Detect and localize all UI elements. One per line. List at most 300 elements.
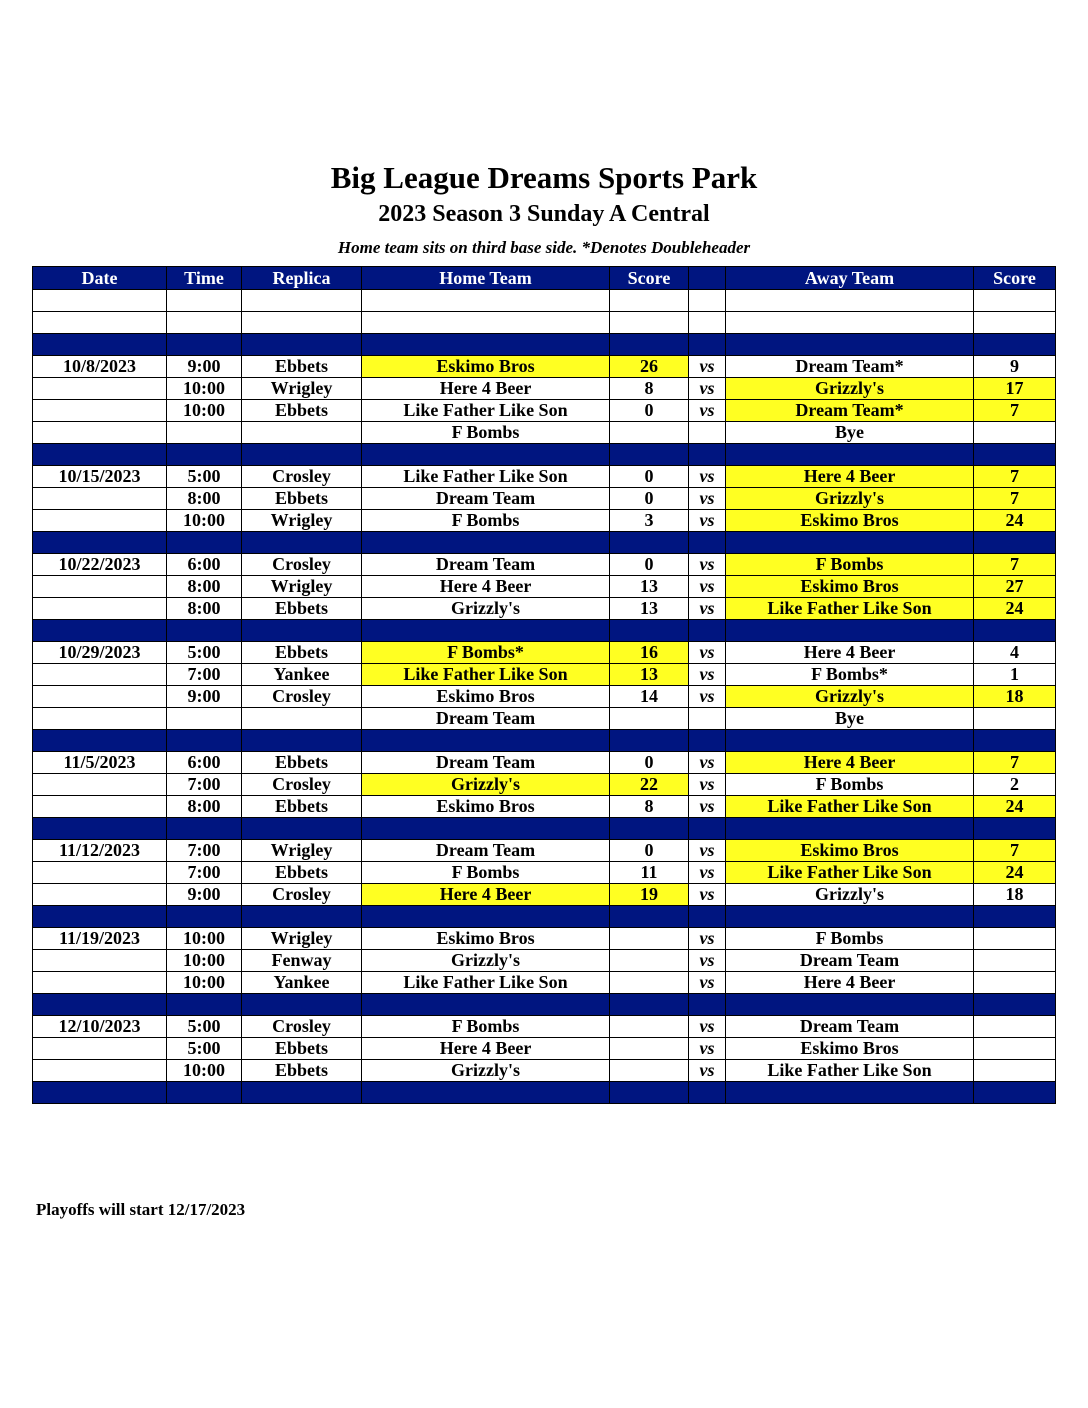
playoffs-note: Playoffs will start 12/17/2023	[36, 1200, 246, 1219]
home-score-cell: 11	[610, 862, 689, 884]
separator-cell	[689, 906, 726, 928]
separator-cell	[610, 444, 689, 466]
home-score-cell	[610, 1038, 689, 1060]
col-header-away-team: Away Team	[726, 267, 974, 290]
empty-cell	[33, 290, 167, 312]
separator-cell	[610, 994, 689, 1016]
vs-cell: vs	[689, 840, 726, 862]
home-team-cell: Dream Team	[362, 840, 610, 862]
separator-cell	[167, 730, 242, 752]
home-score-cell: 3	[610, 510, 689, 532]
empty-cell	[610, 290, 689, 312]
time-cell: 9:00	[167, 356, 242, 378]
date-cell	[33, 422, 167, 444]
home-team-cell: Dream Team	[362, 554, 610, 576]
away-team-cell: Bye	[726, 708, 974, 730]
home-team-cell: Here 4 Beer	[362, 576, 610, 598]
date-cell	[33, 972, 167, 994]
home-team-cell: Like Father Like Son	[362, 466, 610, 488]
time-cell	[167, 708, 242, 730]
time-cell: 10:00	[167, 928, 242, 950]
week-separator-row	[33, 334, 1056, 356]
away-team-cell: Like Father Like Son	[726, 862, 974, 884]
separator-cell	[726, 818, 974, 840]
date-cell: 12/10/2023	[33, 1016, 167, 1038]
away-score-cell: 18	[974, 686, 1056, 708]
vs-cell: vs	[689, 576, 726, 598]
schedule-body	[33, 290, 1056, 1104]
empty-cell	[610, 312, 689, 334]
time-cell: 10:00	[167, 950, 242, 972]
separator-cell	[974, 818, 1056, 840]
away-team-cell: Eskimo Bros	[726, 576, 974, 598]
vs-cell: vs	[689, 928, 726, 950]
vs-cell: vs	[689, 664, 726, 686]
home-score-cell: 0	[610, 400, 689, 422]
vs-cell: vs	[689, 466, 726, 488]
game-row	[33, 598, 1056, 620]
separator-cell	[610, 1082, 689, 1104]
separator-cell	[974, 906, 1056, 928]
separator-cell	[362, 532, 610, 554]
separator-cell	[33, 906, 167, 928]
date-cell	[33, 796, 167, 818]
replica-cell: Crosley	[242, 884, 362, 906]
vs-cell: vs	[689, 642, 726, 664]
separator-cell	[974, 532, 1056, 554]
away-team-cell: Eskimo Bros	[726, 840, 974, 862]
away-team-cell: Here 4 Beer	[726, 642, 974, 664]
separator-cell	[242, 334, 362, 356]
separator-cell	[726, 730, 974, 752]
game-row	[33, 972, 1056, 994]
separator-cell	[167, 444, 242, 466]
replica-cell: Ebbets	[242, 862, 362, 884]
away-team-cell: Grizzly's	[726, 378, 974, 400]
date-cell	[33, 378, 167, 400]
away-score-cell: 24	[974, 598, 1056, 620]
separator-cell	[726, 444, 974, 466]
replica-cell: Ebbets	[242, 400, 362, 422]
separator-cell	[974, 1082, 1056, 1104]
vs-cell: vs	[689, 884, 726, 906]
date-cell	[33, 708, 167, 730]
empty-cell	[167, 290, 242, 312]
vs-cell: vs	[689, 774, 726, 796]
separator-cell	[610, 730, 689, 752]
away-score-cell	[974, 950, 1056, 972]
game-row	[33, 356, 1056, 378]
game-row	[33, 466, 1056, 488]
home-score-cell: 0	[610, 466, 689, 488]
home-team-cell: Grizzly's	[362, 1060, 610, 1082]
separator-cell	[726, 334, 974, 356]
game-row	[33, 928, 1056, 950]
home-score-cell: 0	[610, 752, 689, 774]
replica-cell: Ebbets	[242, 1060, 362, 1082]
separator-cell	[242, 532, 362, 554]
away-team-cell: Dream Team	[726, 1016, 974, 1038]
game-row	[33, 378, 1056, 400]
game-row	[33, 576, 1056, 598]
separator-cell	[362, 334, 610, 356]
vs-cell: vs	[689, 598, 726, 620]
away-score-cell: 9	[974, 356, 1056, 378]
away-team-cell: Like Father Like Son	[726, 598, 974, 620]
date-cell	[33, 1038, 167, 1060]
separator-cell	[974, 730, 1056, 752]
game-row	[33, 796, 1056, 818]
away-team-cell: F Bombs*	[726, 664, 974, 686]
away-team-cell: Like Father Like Son	[726, 1060, 974, 1082]
time-cell: 8:00	[167, 796, 242, 818]
home-score-cell: 0	[610, 488, 689, 510]
empty-cell	[974, 312, 1056, 334]
date-cell	[33, 774, 167, 796]
col-header-home-team: Home Team	[362, 267, 610, 290]
home-score-cell: 16	[610, 642, 689, 664]
home-team-cell: Dream Team	[362, 752, 610, 774]
separator-cell	[362, 1082, 610, 1104]
separator-cell	[33, 620, 167, 642]
home-score-cell: 0	[610, 840, 689, 862]
week-separator-row	[33, 818, 1056, 840]
separator-cell	[362, 994, 610, 1016]
game-row	[33, 752, 1056, 774]
away-score-cell	[974, 1038, 1056, 1060]
time-cell	[167, 422, 242, 444]
vs-cell: vs	[689, 378, 726, 400]
vs-cell: vs	[689, 488, 726, 510]
empty-cell	[974, 290, 1056, 312]
bye-row	[33, 422, 1056, 444]
home-team-cell: Dream Team	[362, 488, 610, 510]
col-header-date: Date	[33, 267, 167, 290]
home-score-cell: 14	[610, 686, 689, 708]
away-team-cell: Here 4 Beer	[726, 466, 974, 488]
date-cell	[33, 950, 167, 972]
vs-cell: vs	[689, 752, 726, 774]
separator-cell	[242, 444, 362, 466]
week-separator-row	[33, 730, 1056, 752]
game-row	[33, 862, 1056, 884]
date-cell	[33, 664, 167, 686]
away-team-cell: Dream Team	[726, 950, 974, 972]
time-cell: 5:00	[167, 1016, 242, 1038]
away-score-cell	[974, 1016, 1056, 1038]
time-cell: 10:00	[167, 972, 242, 994]
replica-cell: Yankee	[242, 972, 362, 994]
away-team-cell: Like Father Like Son	[726, 796, 974, 818]
date-cell	[33, 598, 167, 620]
separator-cell	[689, 1082, 726, 1104]
time-cell: 5:00	[167, 466, 242, 488]
home-score-cell	[610, 422, 689, 444]
vs-cell	[689, 708, 726, 730]
separator-cell	[167, 818, 242, 840]
home-score-cell: 13	[610, 598, 689, 620]
vs-cell: vs	[689, 972, 726, 994]
separator-cell	[689, 334, 726, 356]
game-row	[33, 1060, 1056, 1082]
home-team-cell: Like Father Like Son	[362, 400, 610, 422]
home-team-cell: Like Father Like Son	[362, 972, 610, 994]
time-cell: 8:00	[167, 488, 242, 510]
separator-cell	[362, 818, 610, 840]
time-cell: 7:00	[167, 664, 242, 686]
vs-cell: vs	[689, 356, 726, 378]
home-score-cell	[610, 928, 689, 950]
away-team-cell: Here 4 Beer	[726, 752, 974, 774]
home-score-cell: 8	[610, 796, 689, 818]
away-team-cell: Dream Team*	[726, 400, 974, 422]
time-cell: 10:00	[167, 400, 242, 422]
away-team-cell: Grizzly's	[726, 488, 974, 510]
week-separator-row	[33, 532, 1056, 554]
away-team-cell: Grizzly's	[726, 884, 974, 906]
time-cell: 5:00	[167, 1038, 242, 1060]
date-cell	[33, 488, 167, 510]
separator-cell	[689, 444, 726, 466]
time-cell: 6:00	[167, 554, 242, 576]
separator-cell	[689, 620, 726, 642]
separator-cell	[726, 620, 974, 642]
time-cell: 8:00	[167, 598, 242, 620]
empty-row	[33, 290, 1056, 312]
time-cell: 7:00	[167, 862, 242, 884]
home-score-cell: 13	[610, 576, 689, 598]
game-row	[33, 774, 1056, 796]
away-team-cell: Eskimo Bros	[726, 1038, 974, 1060]
vs-cell: vs	[689, 796, 726, 818]
home-team-cell: F Bombs	[362, 862, 610, 884]
home-score-cell	[610, 972, 689, 994]
time-cell: 10:00	[167, 510, 242, 532]
home-score-cell: 19	[610, 884, 689, 906]
empty-cell	[689, 290, 726, 312]
separator-cell	[33, 532, 167, 554]
away-score-cell: 27	[974, 576, 1056, 598]
separator-cell	[33, 818, 167, 840]
away-score-cell: 24	[974, 796, 1056, 818]
time-cell: 7:00	[167, 774, 242, 796]
game-row	[33, 884, 1056, 906]
separator-cell	[974, 994, 1056, 1016]
away-score-cell: 18	[974, 884, 1056, 906]
separator-cell	[362, 620, 610, 642]
away-score-cell: 17	[974, 378, 1056, 400]
game-row	[33, 510, 1056, 532]
away-score-cell	[974, 708, 1056, 730]
date-cell: 10/22/2023	[33, 554, 167, 576]
replica-cell: Ebbets	[242, 752, 362, 774]
vs-cell: vs	[689, 950, 726, 972]
date-cell	[33, 1060, 167, 1082]
separator-cell	[33, 730, 167, 752]
col-header-replica: Replica	[242, 267, 362, 290]
home-score-cell: 0	[610, 554, 689, 576]
separator-cell	[362, 444, 610, 466]
week-separator-row	[33, 620, 1056, 642]
home-score-cell: 22	[610, 774, 689, 796]
empty-cell	[362, 290, 610, 312]
time-cell: 10:00	[167, 1060, 242, 1082]
away-score-cell: 2	[974, 774, 1056, 796]
away-score-cell: 7	[974, 400, 1056, 422]
time-cell: 5:00	[167, 642, 242, 664]
time-cell: 10:00	[167, 378, 242, 400]
separator-cell	[167, 620, 242, 642]
separator-cell	[242, 818, 362, 840]
game-row	[33, 554, 1056, 576]
away-score-cell	[974, 1060, 1056, 1082]
replica-cell: Crosley	[242, 774, 362, 796]
home-team-cell: Eskimo Bros	[362, 356, 610, 378]
away-score-cell: 24	[974, 862, 1056, 884]
away-team-cell: Grizzly's	[726, 686, 974, 708]
away-score-cell: 7	[974, 752, 1056, 774]
empty-cell	[726, 312, 974, 334]
col-header-away-score: Score	[974, 267, 1056, 290]
away-score-cell: 7	[974, 466, 1056, 488]
game-row	[33, 488, 1056, 510]
home-team-cell: Here 4 Beer	[362, 884, 610, 906]
away-team-cell: Here 4 Beer	[726, 972, 974, 994]
date-cell	[33, 862, 167, 884]
separator-cell	[167, 334, 242, 356]
replica-cell: Crosley	[242, 686, 362, 708]
vs-cell: vs	[689, 510, 726, 532]
home-team-cell: Here 4 Beer	[362, 1038, 610, 1060]
week-separator-row	[33, 994, 1056, 1016]
home-team-cell: Grizzly's	[362, 774, 610, 796]
vs-cell: vs	[689, 1016, 726, 1038]
vs-cell: vs	[689, 554, 726, 576]
header-row	[33, 267, 1056, 290]
date-cell	[33, 576, 167, 598]
date-cell: 11/19/2023	[33, 928, 167, 950]
empty-cell	[167, 312, 242, 334]
replica-cell: Wrigley	[242, 510, 362, 532]
home-score-cell	[610, 1060, 689, 1082]
away-team-cell: Dream Team*	[726, 356, 974, 378]
replica-cell: Crosley	[242, 1016, 362, 1038]
separator-cell	[974, 620, 1056, 642]
vs-cell: vs	[689, 400, 726, 422]
replica-cell: Wrigley	[242, 840, 362, 862]
game-row	[33, 642, 1056, 664]
away-score-cell: 1	[974, 664, 1056, 686]
time-cell: 9:00	[167, 686, 242, 708]
away-score-cell: 4	[974, 642, 1056, 664]
replica-cell: Ebbets	[242, 796, 362, 818]
replica-cell	[242, 708, 362, 730]
home-team-cell: Grizzly's	[362, 598, 610, 620]
away-team-cell: Bye	[726, 422, 974, 444]
separator-cell	[610, 620, 689, 642]
week-separator-row	[33, 444, 1056, 466]
game-row	[33, 950, 1056, 972]
week-separator-row	[33, 906, 1056, 928]
date-cell: 10/8/2023	[33, 356, 167, 378]
home-score-cell: 13	[610, 664, 689, 686]
separator-cell	[242, 1082, 362, 1104]
replica-cell: Ebbets	[242, 488, 362, 510]
time-cell: 9:00	[167, 884, 242, 906]
away-score-cell: 7	[974, 488, 1056, 510]
date-cell: 10/29/2023	[33, 642, 167, 664]
replica-cell: Wrigley	[242, 576, 362, 598]
replica-cell: Ebbets	[242, 598, 362, 620]
game-row	[33, 664, 1056, 686]
home-score-cell: 8	[610, 378, 689, 400]
separator-cell	[689, 730, 726, 752]
bye-row	[33, 708, 1056, 730]
time-cell: 8:00	[167, 576, 242, 598]
home-team-cell: F Bombs	[362, 422, 610, 444]
home-team-note: Home team sits on third base side. *Denotes Doubleheader	[337, 238, 751, 257]
home-score-cell	[610, 1016, 689, 1038]
empty-cell	[689, 312, 726, 334]
separator-cell	[726, 1082, 974, 1104]
date-cell	[33, 510, 167, 532]
replica-cell: Crosley	[242, 554, 362, 576]
date-cell: 11/12/2023	[33, 840, 167, 862]
separator-cell	[974, 444, 1056, 466]
separator-cell	[726, 994, 974, 1016]
separator-cell	[167, 1082, 242, 1104]
separator-cell	[167, 532, 242, 554]
home-team-cell: F Bombs	[362, 1016, 610, 1038]
separator-cell	[726, 532, 974, 554]
schedule-table	[32, 266, 1056, 1104]
separator-cell	[33, 334, 167, 356]
empty-row	[33, 312, 1056, 334]
date-cell: 10/15/2023	[33, 466, 167, 488]
home-team-cell: F Bombs*	[362, 642, 610, 664]
time-cell: 7:00	[167, 840, 242, 862]
empty-cell	[242, 290, 362, 312]
replica-cell	[242, 422, 362, 444]
away-score-cell: 24	[974, 510, 1056, 532]
vs-cell: vs	[689, 1038, 726, 1060]
replica-cell: Yankee	[242, 664, 362, 686]
replica-cell: Ebbets	[242, 1038, 362, 1060]
separator-cell	[167, 994, 242, 1016]
away-score-cell	[974, 972, 1056, 994]
separator-cell	[362, 906, 610, 928]
home-team-cell: Grizzly's	[362, 950, 610, 972]
home-team-cell: F Bombs	[362, 510, 610, 532]
away-team-cell: F Bombs	[726, 554, 974, 576]
away-score-cell: 7	[974, 840, 1056, 862]
away-score-cell	[974, 928, 1056, 950]
week-separator-row	[33, 1082, 1056, 1104]
separator-cell	[242, 620, 362, 642]
page-title: Big League Dreams Sports Park	[330, 160, 758, 195]
vs-cell: vs	[689, 862, 726, 884]
away-score-cell: 7	[974, 554, 1056, 576]
separator-cell	[610, 532, 689, 554]
time-cell: 6:00	[167, 752, 242, 774]
separator-cell	[242, 730, 362, 752]
game-row	[33, 400, 1056, 422]
home-team-cell: Dream Team	[362, 708, 610, 730]
date-cell	[33, 884, 167, 906]
game-row	[33, 686, 1056, 708]
separator-cell	[689, 994, 726, 1016]
separator-cell	[610, 906, 689, 928]
